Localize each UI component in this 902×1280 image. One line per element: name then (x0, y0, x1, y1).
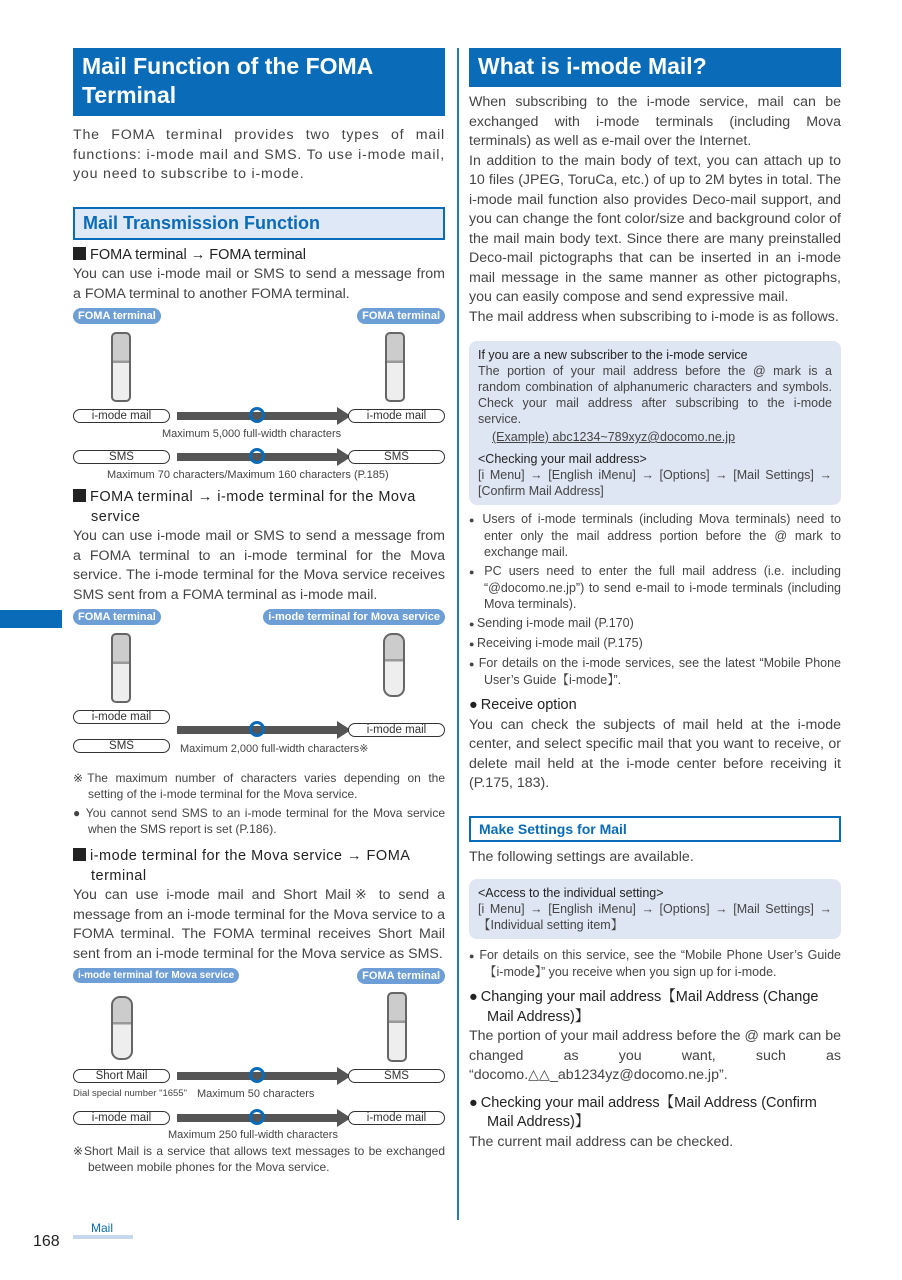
body-text: You can use i-mode mail and Short Mail※ to send a message from an i-mode terminal for the Mova service to a FOMA terminal. The FOMA terminal receives Short Mail sent from an i-mode terminal for the Mova service as SMS. (73, 887, 445, 962)
note: ※The maximum number of characters varies depending on the setting of the i-mode terminal for the Mova service. (73, 771, 445, 801)
sender-label: i-mode terminal for Mova service (73, 968, 239, 983)
subheading: FOMA terminal → i-mode terminal for the Mova service (73, 488, 445, 527)
section-heading: Make Settings for Mail (469, 816, 841, 842)
sender-label: FOMA terminal (73, 609, 161, 625)
column-divider (457, 48, 459, 1220)
body-text: The mail address when subscribing to i-mode is as follows. (469, 308, 839, 325)
body-text: You can use i-mode mail or SMS to send a message from a FOMA terminal to another FOMA terminal. (73, 266, 445, 302)
body-text: You can use i-mode mail or SMS to send a message from a FOMA terminal to an i-mode terminal for the Mova service. The i-mode terminal for the Mova service receives SMS sent from a FOMA terminal as i-mode mail. (73, 528, 445, 603)
body-text: The current mail address can be checked. (469, 1133, 734, 1150)
receiver-label: FOMA terminal (357, 308, 445, 324)
phone-icon (111, 996, 133, 1060)
menu-path: [i Menu] → [English iMenu] → [Options] → [Mail Settings] → [Confirm Mail Address] (478, 468, 832, 498)
mail-type: i-mode mail (348, 723, 445, 737)
info-box (469, 879, 841, 939)
body-text: In addition to the main body of text, you can attach up to 10 files (JPEG, ToruCa, etc.) of up to 2M bytes in total. The i-mode mail function also provides Deco-mail support, and you can change the font color/size and background color of the mail main body text. Since there are many preinstalled Deco-mail pictographs that can be inserted in an i-mode mail message in the same manner as other pictographs, you can easily compose and send expressive mail. (469, 152, 841, 305)
intro-text: The FOMA terminal provides two types of mail functions: i-mode mail and SMS. To use i-mode mail, you need to subscribe to i-mode. (73, 127, 445, 182)
mail-type: SMS (348, 450, 445, 464)
left-column (73, 48, 445, 1175)
info-box (469, 341, 841, 505)
caption: Maximum 5,000 full-width characters (162, 428, 342, 440)
subheading: ● Receive option (469, 696, 841, 716)
phone-icon (385, 332, 405, 402)
bullet-list (469, 511, 841, 688)
section-tab-marker (0, 610, 62, 628)
box-title: <Access to the individual setting> (478, 886, 664, 900)
arrow-icon (177, 453, 337, 461)
diagram-mova-foma (73, 968, 445, 1140)
caption: Maximum 50 characters (197, 1088, 315, 1100)
diagram-foma-mova (73, 609, 445, 767)
list-item: ● Users of i-mode terminals (including Mova terminals) need to enter only the mail address portion before the @ mark to exchange mail. (469, 511, 841, 560)
receiver-label: FOMA terminal (357, 968, 445, 984)
box-title: If you are a new subscriber to the i-mode service (478, 348, 748, 362)
note: ※Short Mail is a service that allows text messages to be exchanged between mobile phones for the Mova service. (73, 1144, 445, 1174)
example-address: (Example) abc1234~789xyz@docomo.ne.jp (492, 430, 736, 444)
list-item: ● PC users need to enter the full mail address (i.e. including “@docomo.ne.jp”) to send e-mail to i-mode terminals (including Mova terminals). (469, 563, 841, 612)
body-text: The following settings are available. (469, 848, 694, 865)
arrow-icon (177, 726, 337, 734)
box-body: The portion of your mail address before the @ mark is a random combination of alphanumeric characters and symbols. Check your mail address after subscribing to the i-mode service. (478, 364, 832, 426)
dial-caption: Dial special number "1655" (73, 1088, 187, 1099)
arrow-icon (177, 1114, 337, 1122)
list-item: ● For details on the i-mode services, see the latest “Mobile Phone User’s Guide【i-mode】”. (469, 655, 841, 688)
arrow-icon (177, 412, 337, 420)
list-item: ● For details on this service, see the “Mobile Phone User’s Guide【i-mode】” you receive when you sign up for i-mode. (469, 947, 841, 980)
note: ● You cannot send SMS to an i-mode terminal for the Mova service when the SMS report is set (P.186). (73, 806, 445, 836)
subheading: ● Checking your mail address【Mail Address (Confirm Mail Address)】 (469, 1094, 841, 1133)
page-title: Mail Function of the FOMA Terminal (73, 48, 445, 116)
diagram-foma-foma (73, 308, 445, 482)
sender-label: FOMA terminal (73, 308, 161, 324)
phone-icon (111, 332, 131, 402)
body-text: The portion of your mail address before the @ mark can be changed as you want, such as “docomo.△△_ab1234yz@docomo.ne.jp”. (469, 1028, 841, 1083)
footer-section-label: Mail (73, 1221, 133, 1239)
body-text: You can check the subjects of mail held at the i-mode center, and select specific mail that you want to receive, or delete mail held at the i-mode center before receiving it (P.175, 183). (469, 716, 841, 791)
mail-type: SMS (73, 739, 170, 753)
right-column (469, 48, 841, 1152)
mail-type: Short Mail (73, 1069, 170, 1083)
phone-icon (111, 633, 131, 703)
subheading: ● Changing your mail address【Mail Address (Change Mail Address)】 (469, 988, 841, 1027)
subheading: i-mode terminal for the Mova service → FOMA terminal (73, 847, 445, 886)
body-text: When subscribing to the i-mode service, mail can be exchanged with i-mode terminals (including Mova terminals) as well as e-mail over the Internet. (469, 94, 841, 149)
box-subtitle: <Checking your mail address> (478, 452, 647, 466)
mail-type: i-mode mail (73, 710, 170, 724)
phone-icon (383, 633, 405, 697)
arrow-icon (177, 1072, 337, 1080)
list-item: ● Sending i-mode mail (P.170) (469, 615, 841, 632)
mail-type: i-mode mail (348, 409, 445, 423)
caption: Maximum 2,000 full-width characters※ (180, 743, 369, 755)
page-number: 168 (33, 1233, 60, 1250)
mail-type: i-mode mail (73, 409, 170, 423)
phone-icon (387, 992, 407, 1062)
caption: Maximum 70 characters/Maximum 160 characters (P.185) (107, 469, 389, 481)
section-title: What is i-mode Mail? (469, 48, 841, 87)
subheading: FOMA terminal → FOMA terminal (73, 246, 445, 266)
mail-type: i-mode mail (73, 1111, 170, 1125)
mail-type: SMS (348, 1069, 445, 1083)
menu-path: [i Menu] → [English iMenu] → [Options] → [Mail Settings] → 【Individual setting item】 (478, 902, 832, 932)
mail-type: SMS (73, 450, 170, 464)
receiver-label: i-mode terminal for Mova service (263, 609, 445, 625)
caption: Maximum 250 full-width characters (168, 1129, 338, 1141)
list-item: ● Receiving i-mode mail (P.175) (469, 635, 841, 652)
section-heading: Mail Transmission Function (73, 207, 445, 240)
mail-type: i-mode mail (348, 1111, 445, 1125)
